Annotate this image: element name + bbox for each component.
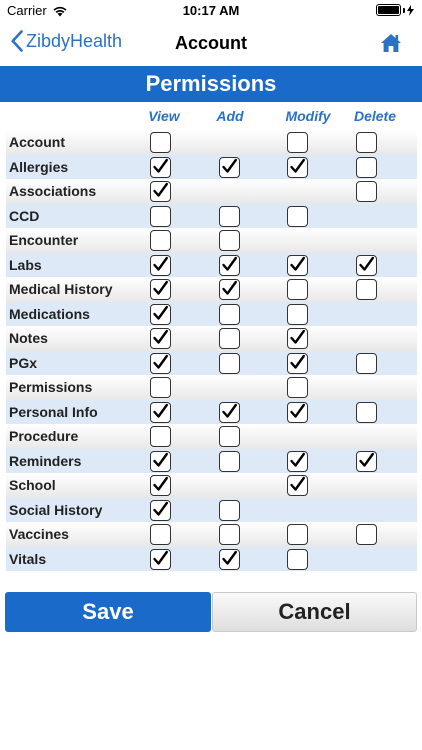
permissions-header: Permissions: [0, 66, 422, 102]
checkmark-icon: [220, 279, 239, 298]
checkmark-icon: [288, 328, 307, 347]
view-checkbox[interactable]: [150, 353, 171, 374]
table-row: [6, 302, 417, 327]
delete-checkbox[interactable]: [356, 181, 377, 202]
page-title: Account: [175, 33, 247, 53]
delete-checkbox[interactable]: [356, 524, 377, 545]
checkmark-icon: [357, 451, 376, 470]
row-label: Associations: [9, 183, 97, 199]
table-row: [6, 130, 417, 155]
checkmark-icon: [288, 255, 307, 274]
view-checkbox[interactable]: [150, 255, 171, 276]
modify-checkbox[interactable]: [287, 279, 308, 300]
modify-checkbox[interactable]: [287, 524, 308, 545]
view-checkbox[interactable]: [150, 157, 171, 178]
checkmark-icon: [288, 475, 307, 494]
row-label: Vaccines: [9, 526, 69, 542]
row-label: Social History: [9, 501, 103, 518]
column-header-delete: Delete: [353, 108, 397, 124]
checkmark-icon: [151, 328, 170, 347]
checkmark-icon: [220, 255, 239, 274]
delete-checkbox[interactable]: [356, 353, 377, 374]
table-row: [6, 179, 417, 204]
row-label: Permissions: [9, 379, 93, 395]
modify-checkbox[interactable]: [287, 377, 308, 398]
column-headers: [0, 108, 422, 128]
column-header-add: Add: [216, 108, 244, 124]
delete-checkbox[interactable]: [356, 402, 377, 423]
modify-checkbox[interactable]: [287, 157, 308, 178]
column-header-modify: Modify: [285, 108, 331, 124]
checkmark-icon: [151, 451, 170, 470]
add-checkbox[interactable]: [219, 451, 240, 472]
view-checkbox[interactable]: [150, 451, 171, 472]
add-checkbox[interactable]: [219, 206, 240, 227]
row-label: Labs: [9, 256, 42, 273]
table-row: [6, 522, 417, 547]
modify-checkbox[interactable]: [287, 353, 308, 374]
checkmark-icon: [220, 402, 239, 421]
checkmark-icon: [151, 549, 170, 568]
view-checkbox[interactable]: [150, 181, 171, 202]
save-button[interactable]: Save: [5, 592, 211, 632]
add-checkbox[interactable]: [219, 426, 240, 447]
status-time: 10:17 AM: [182, 3, 240, 18]
view-checkbox[interactable]: [150, 132, 171, 153]
table-row: [6, 424, 417, 449]
checkmark-icon: [151, 353, 170, 372]
navigation-bar: [0, 22, 422, 66]
row-label: Medications: [9, 305, 90, 322]
add-checkbox[interactable]: [219, 230, 240, 251]
permissions-table: [6, 130, 417, 571]
checkmark-icon: [151, 157, 170, 176]
checkmark-icon: [288, 451, 307, 470]
table-row: [6, 204, 417, 229]
back-button-label: ZibdyHealth: [26, 30, 123, 51]
table-row: [6, 228, 417, 253]
checkmark-icon: [151, 279, 170, 298]
carrier-label: Carrier: [7, 3, 47, 18]
modify-checkbox[interactable]: [287, 402, 308, 423]
add-checkbox[interactable]: [219, 500, 240, 521]
modify-checkbox[interactable]: [287, 451, 308, 472]
add-checkbox[interactable]: [219, 157, 240, 178]
view-checkbox[interactable]: [150, 328, 171, 349]
row-label: Personal Info: [9, 403, 98, 420]
table-row: [6, 326, 417, 351]
table-row: [6, 155, 417, 180]
table-row: [6, 547, 417, 572]
add-checkbox[interactable]: [219, 304, 240, 325]
row-label: Medical History: [9, 281, 113, 297]
table-row: [6, 277, 417, 302]
view-checkbox[interactable]: [150, 230, 171, 251]
checkmark-icon: [288, 402, 307, 421]
modify-checkbox[interactable]: [287, 132, 308, 153]
add-checkbox[interactable]: [219, 279, 240, 300]
table-row: [6, 375, 417, 400]
row-label: School: [9, 477, 56, 493]
back-button[interactable]: [11, 30, 122, 52]
home-icon: [380, 33, 402, 53]
view-checkbox[interactable]: [150, 279, 171, 300]
checkmark-icon: [151, 304, 170, 323]
modify-checkbox[interactable]: [287, 255, 308, 276]
chevron-left-icon: [11, 30, 23, 52]
add-checkbox[interactable]: [219, 328, 240, 349]
checkmark-icon: [220, 157, 239, 176]
table-row: [6, 473, 417, 498]
row-label: PGx: [9, 354, 38, 371]
add-checkbox[interactable]: [219, 549, 240, 570]
checkmark-icon: [151, 255, 170, 274]
modify-checkbox[interactable]: [287, 328, 308, 349]
status-bar: [0, 0, 422, 22]
delete-checkbox[interactable]: [356, 279, 377, 300]
table-row: [6, 253, 417, 278]
modify-checkbox[interactable]: [287, 475, 308, 496]
add-checkbox[interactable]: [219, 524, 240, 545]
view-checkbox[interactable]: [150, 402, 171, 423]
view-checkbox[interactable]: [150, 549, 171, 570]
table-row: [6, 498, 417, 523]
modify-checkbox[interactable]: [287, 304, 308, 325]
delete-checkbox[interactable]: [356, 157, 377, 178]
modify-checkbox[interactable]: [287, 206, 308, 227]
view-checkbox[interactable]: [150, 304, 171, 325]
charging-bolt-icon: [407, 5, 414, 16]
checkmark-icon: [288, 353, 307, 372]
checkmark-icon: [151, 500, 170, 519]
row-label: Encounter: [9, 232, 79, 248]
view-checkbox[interactable]: [150, 475, 171, 496]
battery-icon: [376, 4, 414, 16]
home-button[interactable]: [380, 33, 402, 58]
row-label: Procedure: [9, 428, 79, 444]
checkmark-icon: [220, 549, 239, 568]
view-checkbox[interactable]: [150, 206, 171, 227]
row-label: Notes: [9, 330, 48, 346]
add-checkbox[interactable]: [219, 402, 240, 423]
view-checkbox[interactable]: [150, 524, 171, 545]
row-label: Vitals: [9, 550, 47, 567]
checkmark-icon: [151, 181, 170, 200]
modify-checkbox[interactable]: [287, 549, 308, 570]
checkmark-icon: [151, 402, 170, 421]
add-checkbox[interactable]: [219, 353, 240, 374]
checkmark-icon: [288, 157, 307, 176]
row-label: Allergies: [9, 158, 69, 175]
delete-checkbox[interactable]: [356, 451, 377, 472]
delete-checkbox[interactable]: [356, 132, 377, 153]
checkmark-icon: [151, 475, 170, 494]
delete-checkbox[interactable]: [356, 255, 377, 276]
view-checkbox[interactable]: [150, 377, 171, 398]
view-checkbox[interactable]: [150, 500, 171, 521]
column-header-view: View: [148, 108, 180, 124]
table-row: [6, 351, 417, 376]
row-label: CCD: [9, 207, 40, 224]
row-label: Reminders: [9, 452, 82, 469]
cancel-button[interactable]: Cancel: [212, 592, 417, 632]
row-label: Account: [9, 134, 65, 150]
add-checkbox[interactable]: [219, 255, 240, 276]
view-checkbox[interactable]: [150, 426, 171, 447]
checkmark-icon: [357, 255, 376, 274]
table-row: [6, 400, 417, 425]
table-row: [6, 449, 417, 474]
